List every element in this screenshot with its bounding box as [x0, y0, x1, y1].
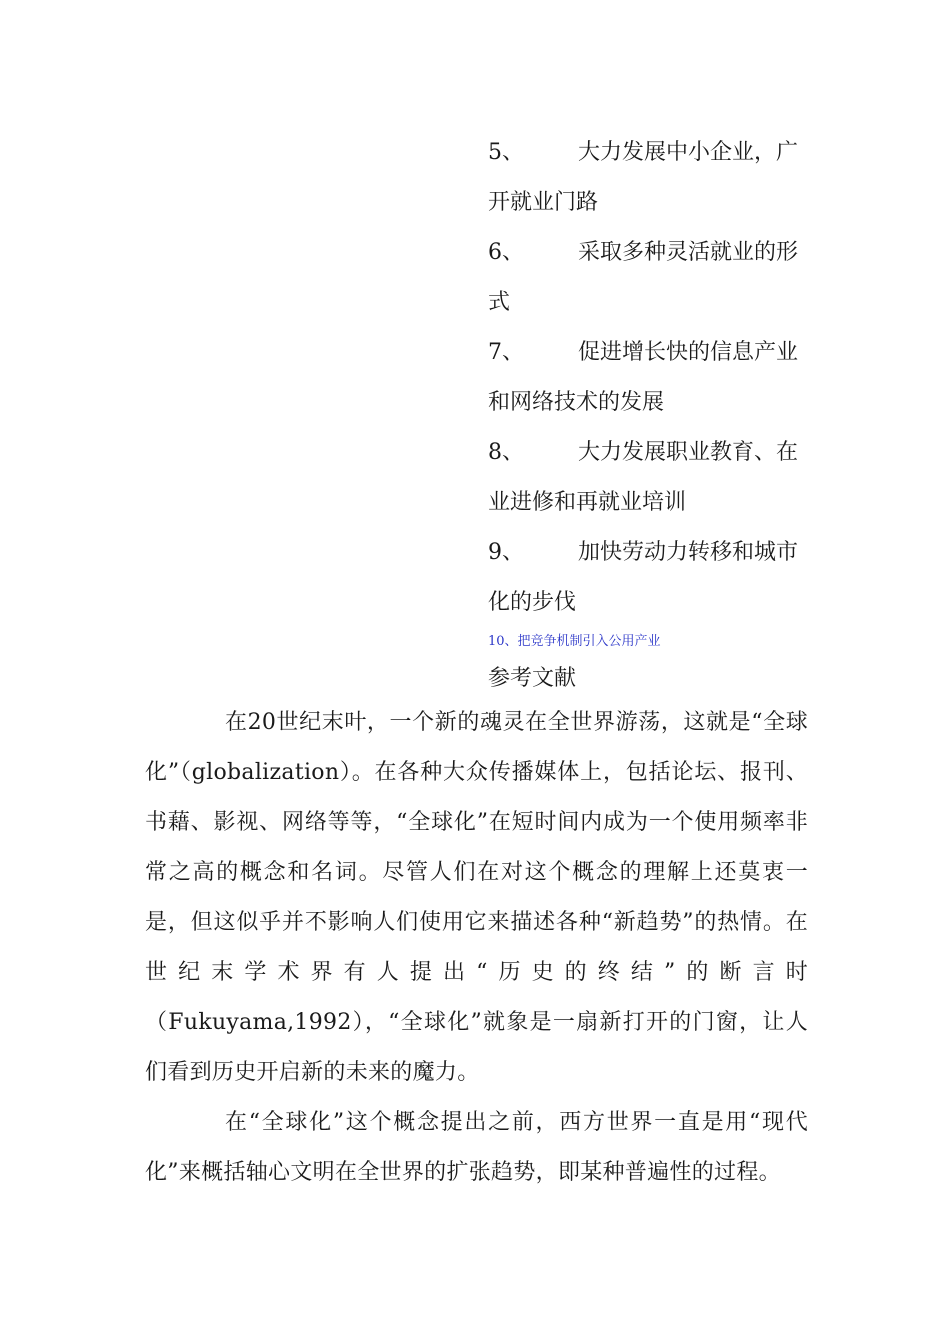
- list-item-10: 10、把竞争机制引入公用产业: [488, 634, 661, 649]
- list-item-9: [488, 528, 810, 628]
- paragraph: 在“全球化”这个概念提出之前，西方世界一直是用“现代化”来概括轴心文明在全世界的扩张趋势，即某种普遍性的过程。: [145, 1110, 808, 1185]
- list-item-number: 8、: [488, 440, 524, 465]
- list-item-8: [488, 428, 810, 528]
- list-item-continuation: 式: [488, 290, 511, 315]
- list-item-text: 大力发展职业教育、在: [578, 440, 799, 465]
- body-text: [145, 698, 808, 1198]
- list-item-continuation: 和网络技术的发展: [488, 390, 665, 415]
- list-item-continuation: 业进修和再就业培训: [488, 490, 687, 515]
- list-item-text: 加快劳动力转移和城市: [578, 540, 799, 565]
- list-item-continuation: 开就业门路: [488, 190, 599, 215]
- list-item-7: [488, 328, 810, 428]
- list-item-continuation: 化的步伐: [488, 590, 577, 615]
- references-heading: 参考文献: [488, 666, 577, 691]
- list-item-text: 促进增长快的信息产业: [578, 340, 799, 365]
- list-item-6: [488, 228, 810, 328]
- list-item-number: 9、: [488, 540, 524, 565]
- list-item-text: 采取多种灵活就业的形: [578, 240, 799, 265]
- list-item-5: [488, 128, 810, 228]
- measures-list: [488, 128, 810, 704]
- list-item-number: 5、: [488, 140, 524, 165]
- list-item-text: 大力发展中小企业，广: [578, 140, 799, 165]
- paragraph: 在20世纪末叶，一个新的魂灵在全世界游荡，这就是“全球化”（globalization）。在各种大众传播媒体上，包括论坛、报刊、书藉、影视、网络等等，“全球化”在短时间内成为一个使用频率非常之高的概念和名词。尽管人们在对这个概念的理解上还莫衷一是，但这似乎并不影响人们使用它来描述各种“新趋势”的热情。在世纪末学术界有人提出“历史的终结”的断言时（Fukuyama,1992），“全球化”就象是一扇新打开的门窗，让人们看到历史开启新的未来的魔力。: [145, 710, 808, 1085]
- list-item-number: 7、: [488, 340, 524, 365]
- list-item-number: 6、: [488, 240, 524, 265]
